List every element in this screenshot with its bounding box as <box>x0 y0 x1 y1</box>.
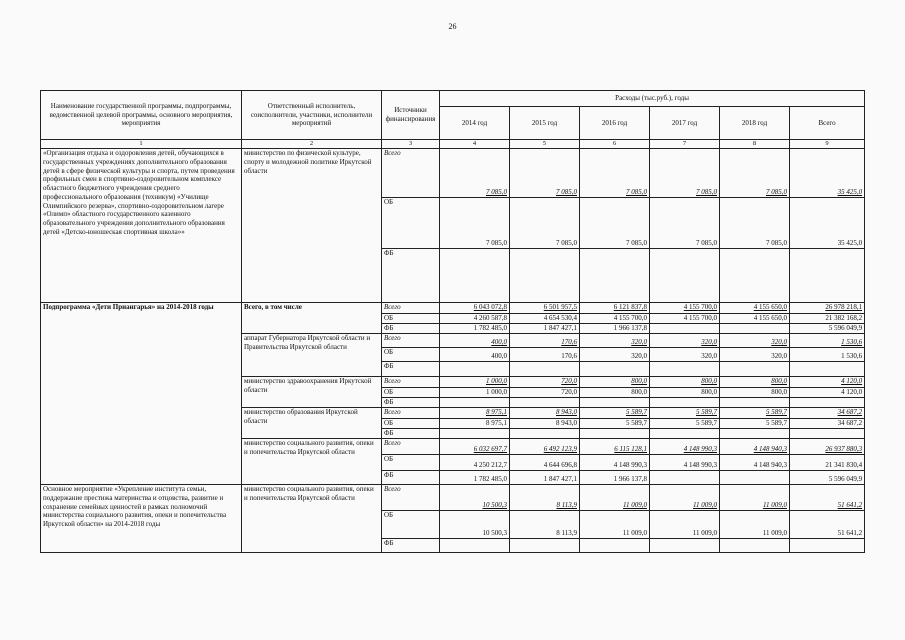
source-label: ОБ <box>382 198 440 249</box>
value-cell: 4 148 990,3 <box>650 455 720 471</box>
value-cell: 7 085,0 <box>650 198 720 249</box>
value-cell: 8 943,0 <box>510 419 580 429</box>
value-cell: 1 000,0 <box>440 377 510 388</box>
executor-name: Всего, в том числе <box>242 303 382 334</box>
value-cell: 10 500,3 <box>440 511 510 539</box>
header-year: 2015 год <box>510 107 580 140</box>
value-cell: 4 155 650,0 <box>720 314 790 324</box>
value-cell <box>650 324 720 334</box>
value-cell: 320,0 <box>580 348 650 362</box>
value-cell: 170,6 <box>510 334 580 348</box>
value-cell: 1 782 485,0 <box>440 324 510 334</box>
value-cell: 5 589,7 <box>650 419 720 429</box>
value-cell: 8 943,0 <box>510 408 580 419</box>
value-cell: 7 085,0 <box>580 198 650 249</box>
column-index: 5 <box>510 140 580 149</box>
column-index: 2 <box>242 140 382 149</box>
value-cell: 800,0 <box>720 388 790 398</box>
source-label: ОБ <box>382 348 440 362</box>
value-cell: 11 009,0 <box>580 485 650 511</box>
value-cell: 800,0 <box>580 377 650 388</box>
source-label: Всего <box>382 334 440 348</box>
table-row <box>41 485 865 511</box>
value-cell: 35 425,0 <box>790 198 865 249</box>
value-cell: 800,0 <box>720 377 790 388</box>
source-label: Всего <box>382 408 440 419</box>
header-year: 2016 год <box>580 107 650 140</box>
header-expenses: Расходы (тыс.руб.), годы <box>440 91 865 107</box>
value-cell: 8 975,1 <box>440 419 510 429</box>
subprogram-name: Подпрограмма «Дети Приангарья» на 2014-2018 годы <box>41 303 242 485</box>
value-cell: 21 341 830,4 <box>790 455 865 471</box>
source-label: ОБ <box>382 388 440 398</box>
value-cell: 5 589,7 <box>580 419 650 429</box>
source-label: ФБ <box>382 362 440 377</box>
executor-name: аппарат Губернатора Иркутской области и Правительства Иркутской области <box>242 334 382 377</box>
activity-name: Основное мероприятие «Укрепление института семьи, поддержание престижа материнства и отцовства, развитие и сохранение семейных ценностей в рамках полномочий министерства социального развития, опеки и попечительства Иркутской области» на 2014-2018 годы <box>41 485 242 553</box>
header-program: Наименование государственной программы, подпрограммы, ведомственной целевой программы, основного мероприятия, мероприятия <box>41 91 242 140</box>
source-label: ОБ <box>382 314 440 324</box>
value-cell: 6 115 128,1 <box>580 439 650 455</box>
column-index: 7 <box>650 140 720 149</box>
value-cell: 4 148 940,3 <box>720 455 790 471</box>
value-cell: 5 589,7 <box>720 419 790 429</box>
value-cell: 800,0 <box>650 377 720 388</box>
value-cell: 6 032 697,7 <box>440 439 510 455</box>
source-label: Всего <box>382 485 440 511</box>
value-cell: 4 148 990,3 <box>650 439 720 455</box>
value-cell: 21 382 168,2 <box>790 314 865 324</box>
value-cell: 1 966 137,8 <box>580 324 650 334</box>
value-cell: 34 687,2 <box>790 408 865 419</box>
value-cell: 35 425,0 <box>790 149 865 198</box>
executor-name: министерство социального развития, опеки и попечительства Иркутской области <box>242 485 382 553</box>
value-cell: 1 847 427,1 <box>510 471 580 485</box>
column-index: 6 <box>580 140 650 149</box>
source-label: Всего <box>382 439 440 455</box>
value-cell: 11 009,0 <box>720 485 790 511</box>
value-cell: 4 155 650,0 <box>720 303 790 314</box>
value-cell: 26 937 880,3 <box>790 439 865 455</box>
budget-table <box>40 90 865 553</box>
value-cell: 1 530,6 <box>790 348 865 362</box>
column-index: 8 <box>720 140 790 149</box>
value-cell: 11 009,0 <box>720 511 790 539</box>
value-cell: 5 589,7 <box>720 408 790 419</box>
value-cell: 6 121 837,8 <box>580 303 650 314</box>
value-cell: 5 589,7 <box>580 408 650 419</box>
table-row <box>41 303 865 314</box>
value-cell: 26 978 218,1 <box>790 303 865 314</box>
value-cell: 7 085,0 <box>720 198 790 249</box>
value-cell: 7 085,0 <box>440 149 510 198</box>
value-cell: 7 085,0 <box>510 198 580 249</box>
value-cell: 5 596 049,9 <box>790 324 865 334</box>
value-cell <box>650 471 720 485</box>
value-cell: 400,0 <box>440 348 510 362</box>
value-cell: 51 641,2 <box>790 511 865 539</box>
column-index: 3 <box>382 140 440 149</box>
value-cell: 4 155 700,0 <box>650 314 720 324</box>
value-cell: 1 000,0 <box>440 388 510 398</box>
value-cell: 800,0 <box>580 388 650 398</box>
header-total: Всего <box>790 107 865 140</box>
value-cell: 4 250 212,7 <box>440 455 510 471</box>
value-cell: 4 654 530,4 <box>510 314 580 324</box>
value-cell: 4 155 700,0 <box>580 314 650 324</box>
header-year: 2018 год <box>720 107 790 140</box>
value-cell: 6 043 072,8 <box>440 303 510 314</box>
executor-name: министерство по физической культуре, спорту и молодежной политике Иркутской области <box>242 149 382 303</box>
value-cell: 5 596 049,9 <box>790 471 865 485</box>
value-cell: 6 492 123,9 <box>510 439 580 455</box>
value-cell: 7 085,0 <box>510 149 580 198</box>
value-cell: 320,0 <box>720 348 790 362</box>
value-cell: 4 260 587,8 <box>440 314 510 324</box>
value-cell <box>720 471 790 485</box>
header-source: Источники финансирования <box>382 91 440 140</box>
column-index: 1 <box>41 140 242 149</box>
value-cell: 1 847 427,1 <box>510 324 580 334</box>
source-label: ОБ <box>382 419 440 429</box>
source-label: ОБ <box>382 511 440 539</box>
source-label: ФБ <box>382 249 440 303</box>
value-cell: 320,0 <box>650 348 720 362</box>
value-cell: 10 500,3 <box>440 485 510 511</box>
source-label: ФБ <box>382 429 440 439</box>
value-cell: 4 644 696,8 <box>510 455 580 471</box>
value-cell: 720,0 <box>510 388 580 398</box>
source-label: ФБ <box>382 539 440 553</box>
value-cell: 4 120,0 <box>790 388 865 398</box>
value-cell: 7 085,0 <box>440 198 510 249</box>
value-cell: 170,6 <box>510 348 580 362</box>
header-executor: Ответственный исполнитель, соисполнители, участники, исполнители мероприятий <box>242 91 382 140</box>
value-cell: 1 966 137,8 <box>580 471 650 485</box>
value-cell: 1 530,6 <box>790 334 865 348</box>
source-label: ОБ <box>382 455 440 471</box>
source-label: Всего <box>382 149 440 198</box>
program-name: «Организация отдыха и оздоровления детей, обучающихся в государственных учреждениях дополнительного образования детей в сфере физической культуры и спорта, путем проведения профильных смен в спортивно-оздоровительном комплексе областного бюджетного учреждения среднего профессионального образования (техникум) «Училище Олимпийского резерва», спортивно-оздоровительном лагере «Олимп» областного государственного казенного образовательного учреждения дополнительного образования детей «Детско-юношеская спортивная школа»» <box>41 149 242 303</box>
source-label: ФБ <box>382 324 440 334</box>
value-cell: 320,0 <box>720 334 790 348</box>
value-cell: 320,0 <box>580 334 650 348</box>
column-index: 4 <box>440 140 510 149</box>
value-cell: 4 120,0 <box>790 377 865 388</box>
value-cell <box>720 324 790 334</box>
executor-name: министерство социального развития, опеки и попечительства Иркутской области <box>242 439 382 485</box>
value-cell: 720,0 <box>510 377 580 388</box>
source-label: Всего <box>382 303 440 314</box>
value-cell: 11 009,0 <box>580 511 650 539</box>
value-cell: 4 148 940,3 <box>720 439 790 455</box>
source-label: Всего <box>382 377 440 388</box>
value-cell: 34 687,2 <box>790 419 865 429</box>
value-cell: 7 085,0 <box>720 149 790 198</box>
source-label: ФБ <box>382 398 440 408</box>
value-cell: 8 975,1 <box>440 408 510 419</box>
value-cell: 8 113,9 <box>510 511 580 539</box>
value-cell: 51 641,2 <box>790 485 865 511</box>
value-cell: 8 113,9 <box>510 485 580 511</box>
value-cell: 4 148 990,3 <box>580 455 650 471</box>
value-cell: 320,0 <box>650 334 720 348</box>
table-row <box>41 149 865 198</box>
executor-name: министерство образования Иркутской области <box>242 408 382 439</box>
value-cell: 11 009,0 <box>650 511 720 539</box>
value-cell: 800,0 <box>650 388 720 398</box>
value-cell: 5 589,7 <box>650 408 720 419</box>
source-label: ФБ <box>382 471 440 485</box>
header-year: 2014 год <box>440 107 510 140</box>
value-cell: 7 085,0 <box>650 149 720 198</box>
value-cell: 11 009,0 <box>650 485 720 511</box>
executor-name: министерство здравоохранения Иркутской области <box>242 377 382 408</box>
column-index: 9 <box>790 140 865 149</box>
value-cell: 1 782 485,0 <box>440 471 510 485</box>
header-year: 2017 год <box>650 107 720 140</box>
value-cell: 4 155 700,0 <box>650 303 720 314</box>
page-number: 26 <box>448 22 457 31</box>
value-cell: 400,0 <box>440 334 510 348</box>
value-cell: 7 085,0 <box>580 149 650 198</box>
value-cell: 6 501 957,5 <box>510 303 580 314</box>
